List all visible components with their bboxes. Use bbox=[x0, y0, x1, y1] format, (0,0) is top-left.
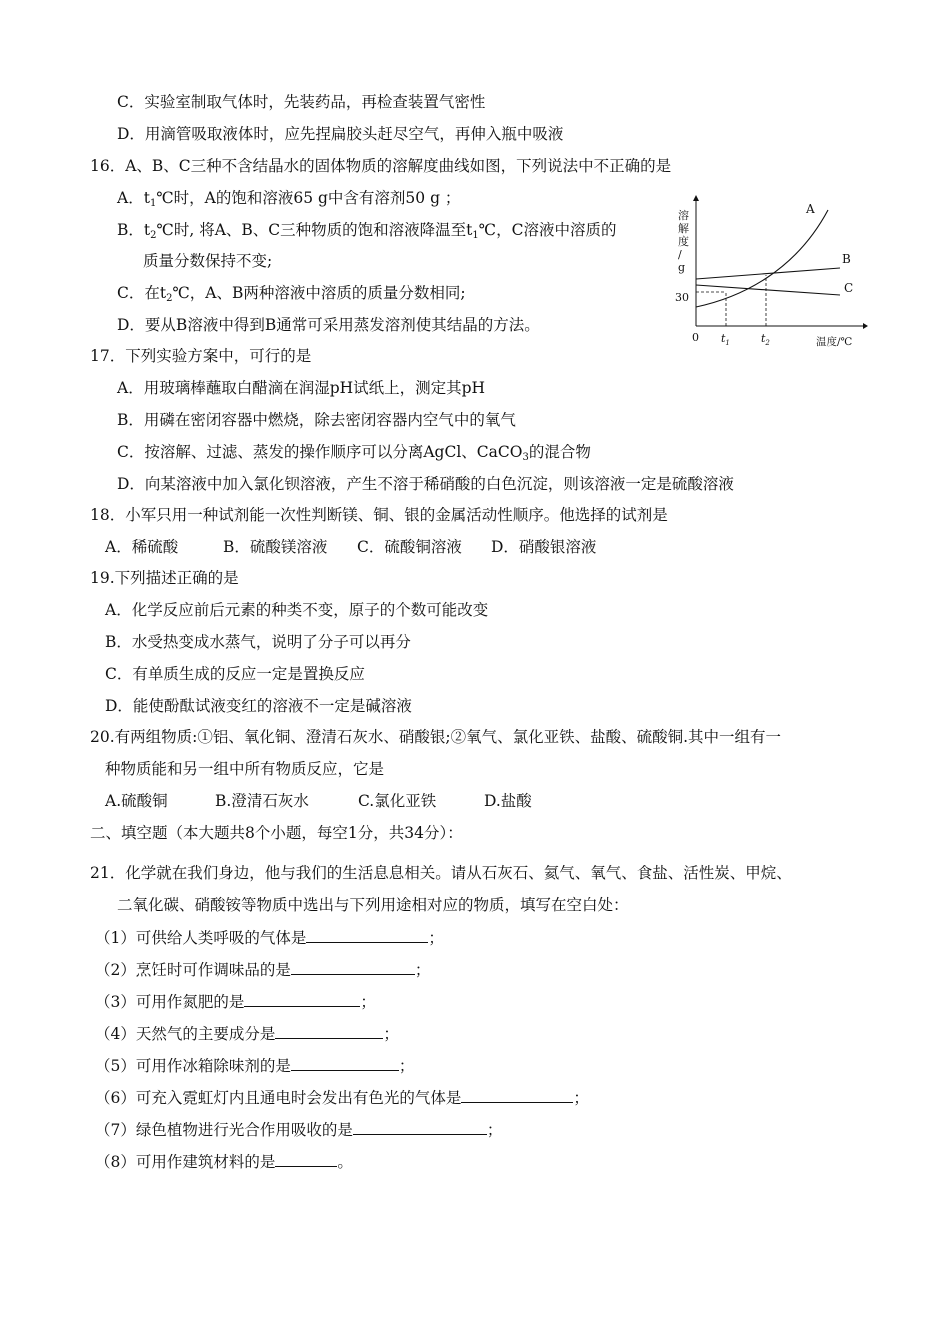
q17-option-b: B．用磷在密闭容器中燃烧，除去密闭容器内空气中的氧气 bbox=[117, 411, 516, 429]
q20-stem: 20.有两组物质:①铝、氧化铜、澄清石灰水、硝酸银;②氧气、氯化亚铁、盐酸、硫酸铜.其中一组有一 bbox=[90, 728, 782, 746]
q16-option-b: B．$t_2℃$时, 将A、B、C三种物质的饱和溶液降温至$t_1℃$，C溶液中溶质的 bbox=[117, 221, 617, 241]
answer-blank-5[interactable] bbox=[291, 1055, 399, 1071]
y-axis-label-char: 度 bbox=[678, 235, 689, 248]
q18-option-a: A．稀硫酸 bbox=[105, 538, 179, 556]
q20-option-b: B.澄清石灰水 bbox=[215, 792, 309, 810]
q20-stem-line2: 种物质能和另一组中所有物质反应，它是 bbox=[105, 760, 385, 778]
y-tick-label-30: 30 bbox=[675, 291, 689, 304]
q20-option-d: D.盐酸 bbox=[484, 792, 532, 810]
q16-option-c: C．在$t_2℃$，A、B两种溶液中溶质的质量分数相同; bbox=[117, 284, 466, 304]
q21-item-3: （3）可用作氮肥的是 ； bbox=[95, 993, 376, 1011]
q18-options bbox=[105, 537, 596, 557]
y-axis-label-char: 解 bbox=[678, 222, 689, 235]
q19-option-b: B．水受热变成水蒸气，说明了分子可以再分 bbox=[105, 633, 411, 651]
answer-blank-2[interactable] bbox=[291, 959, 415, 975]
answer-blank-7[interactable] bbox=[353, 1119, 487, 1135]
q20-options bbox=[105, 791, 532, 811]
q16-stem: 16．A、B、C三种不含结晶水的固体物质的溶解度曲线如图，下列说法中不正确的是 bbox=[90, 157, 672, 175]
q19-stem: 19.下列描述正确的是 bbox=[90, 569, 239, 587]
answer-blank-3[interactable] bbox=[244, 991, 360, 1007]
answer-blank-1[interactable] bbox=[306, 927, 428, 943]
q15-option-c: C．实验室制取气体时，先装药品，再检查装置气密性 bbox=[117, 93, 486, 111]
series-label-c: C bbox=[844, 281, 854, 295]
x-axis-label: 温度/℃ bbox=[816, 336, 853, 348]
q21-item-5: （5）可用作冰箱除味剂的是 ； bbox=[95, 1057, 415, 1075]
q19-option-c: C．有单质生成的反应一定是置换反应 bbox=[105, 665, 365, 683]
q21-item-7: （7）绿色植物进行光合作用吸收的是 ； bbox=[95, 1121, 503, 1139]
q20-option-a: A.硫酸铜 bbox=[105, 792, 168, 810]
q17-option-d: D．向某溶液中加入氯化钡溶液，产生不溶于稀硝酸的白色沉淀，则该溶液一定是硫酸溶液 bbox=[117, 475, 734, 493]
q21-item-6: （6）可充入霓虹灯内且通电时会发出有色光的气体是 ； bbox=[95, 1089, 589, 1107]
x-axis-arrow bbox=[863, 323, 868, 329]
y-axis-label-char: g bbox=[678, 261, 686, 274]
y-axis-label bbox=[678, 208, 689, 274]
q17-option-a: A．用玻璃棒蘸取白醋滴在润湿pH试纸上，测定其pH bbox=[117, 379, 486, 397]
q18-option-b: B．硫酸镁溶液 bbox=[223, 538, 328, 556]
q21-stem-line2: 二氧化碳、硝酸铵等物质中选出与下列用途相对应的物质，填写在空白处： bbox=[117, 896, 629, 914]
q19-option-d: D．能使酚酞试液变红的溶液不一定是碱溶液 bbox=[105, 697, 412, 715]
y-axis-arrow bbox=[693, 195, 699, 201]
answer-blank-4[interactable] bbox=[275, 1023, 383, 1039]
q16-option-d: D．要从B溶液中得到B通常可采用蒸发溶剂使其结晶的方法。 bbox=[117, 316, 540, 334]
y-axis-label-char: / bbox=[678, 248, 682, 261]
x-tick-label-t1: $t_1$ bbox=[721, 332, 730, 347]
q18-option-d: D．硝酸银溶液 bbox=[491, 538, 597, 556]
answer-blank-8[interactable] bbox=[275, 1151, 337, 1167]
q16-option-b-line2: 质量分数保持不变; bbox=[143, 252, 273, 270]
q19-option-a: A．化学反应前后元素的种类不变，原子的个数可能改变 bbox=[105, 601, 489, 619]
answer-blank-6[interactable] bbox=[461, 1087, 573, 1103]
curve-c bbox=[696, 285, 840, 295]
y-axis-label-char: 溶 bbox=[678, 209, 689, 222]
section-heading: 二、填空题（本大题共8个小题，每空1分，共34分）： bbox=[90, 824, 463, 842]
origin-label: 0 bbox=[692, 331, 699, 344]
q21-item-4: （4）天然气的主要成分是 ； bbox=[95, 1025, 399, 1043]
q15-option-d: D．用滴管吸取液体时，应先捏扁胶头赶尽空气，再伸入瓶中吸液 bbox=[117, 125, 564, 143]
q18-stem: 18．小军只用一种试剂能一次性判断镁、铜、银的金属活动性顺序。他选择的试剂是 bbox=[90, 506, 668, 524]
q16-option-a: A．$t_1℃$时，A的饱和溶液65 g中含有溶剂50 g ； bbox=[117, 189, 461, 209]
x-tick-label-t2: $t_2$ bbox=[761, 332, 770, 347]
solubility-curve-chart bbox=[668, 195, 868, 355]
q21-item-2: （2）烹饪时可作调味品的是 ； bbox=[95, 961, 431, 979]
q18-option-c: C．硫酸铜溶液 bbox=[357, 538, 462, 556]
q17-option-c: C．按溶解、过滤、蒸发的操作顺序可以分离AgCl、CaCO$_3$的混合物 bbox=[117, 443, 591, 463]
series-label-b: B bbox=[842, 252, 851, 266]
q21-item-8: （8）可用作建筑材料的是 。 bbox=[95, 1153, 353, 1171]
series-label-a: A bbox=[806, 202, 815, 216]
q17-stem: 17．下列实验方案中，可行的是 bbox=[90, 347, 312, 365]
q21-stem: 21．化学就在我们身边，他与我们的生活息息相关。请从石灰石、氦气、氧气、食盐、活性炭、甲烷、 bbox=[90, 864, 792, 882]
q21-item-1: （1）可供给人类呼吸的气体是 ； bbox=[95, 929, 444, 947]
q20-option-c: C.氯化亚铁 bbox=[358, 792, 437, 810]
